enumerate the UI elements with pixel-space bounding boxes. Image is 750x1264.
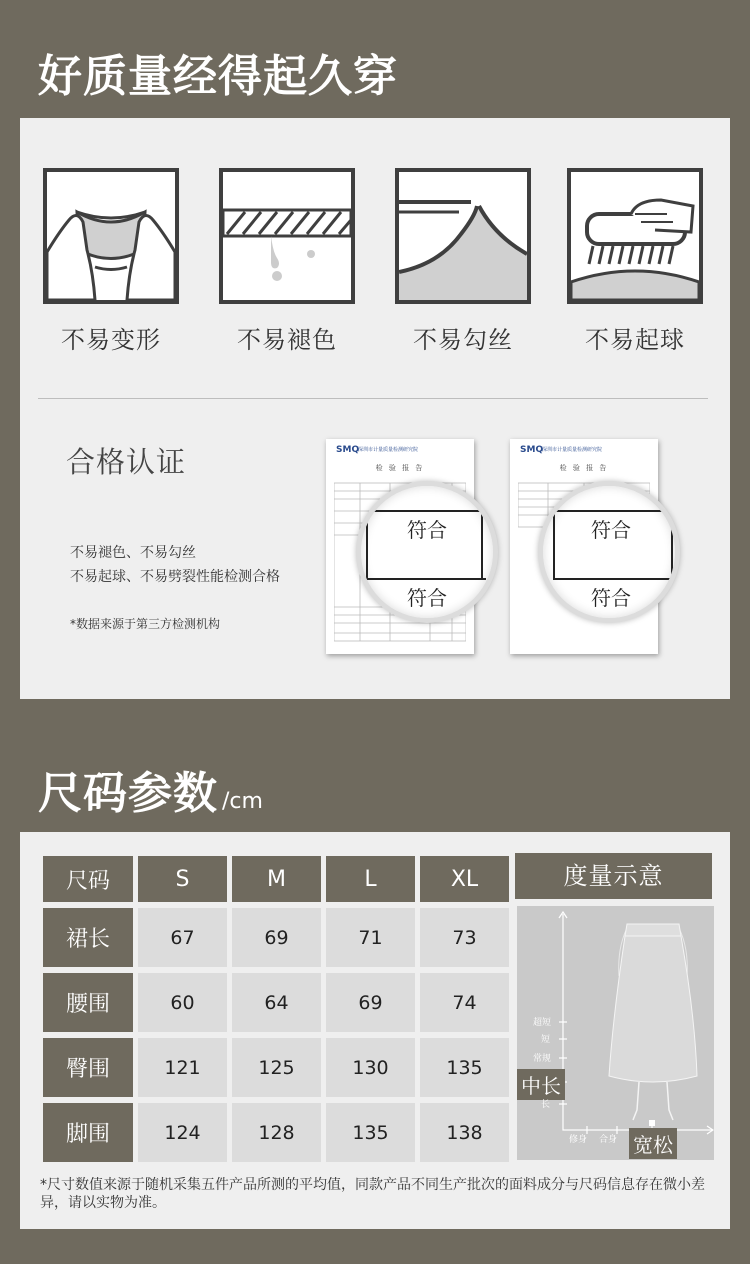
pass-text: 符合 [591, 518, 631, 542]
length-level: 超短 [533, 1018, 552, 1028]
size-row [43, 908, 509, 967]
size-cell: 71 [326, 908, 415, 967]
size-footnote: *尺寸数值来源于随机采集五件产品所测的平均值，同款产品不同生产批次的面料成分与尺码信息存在微小差异，请以实物为准。 [40, 1177, 705, 1211]
size-cell: 69 [326, 973, 415, 1032]
size-cell: 60 [138, 973, 227, 1032]
test-report-1 [326, 439, 474, 654]
size-title [38, 757, 263, 821]
size-panel [20, 832, 730, 1229]
feature-no-pilling [567, 168, 703, 355]
feature-no-fade [219, 168, 355, 355]
size-row [43, 973, 509, 1032]
test-report-2 [510, 439, 658, 654]
size-row [43, 1103, 509, 1162]
feature-label: 不易变形 [61, 326, 161, 354]
report-logo: SMQ [520, 445, 544, 455]
feature-no-snag [395, 168, 531, 355]
fit-level: 合身 [599, 1135, 618, 1145]
size-header-cell: XL [420, 856, 509, 902]
rope-dye-icon [223, 172, 351, 300]
size-header-cell: 尺码 [43, 856, 133, 902]
size-title-text: 尺码参数 [38, 768, 218, 819]
size-row-label: 脚围 [43, 1103, 133, 1162]
report-logo: SMQ [336, 445, 360, 455]
measure-diagram [517, 906, 714, 1160]
size-cell: 64 [232, 973, 321, 1032]
pass-text: 符合 [407, 518, 447, 542]
report-title: 检 验 报 告 [559, 464, 609, 472]
length-level: 短 [541, 1035, 551, 1045]
cert-line-1: 不易褪色、不易勾丝 [70, 545, 196, 561]
size-header-row [43, 856, 509, 902]
size-unit: /cm [222, 789, 263, 814]
report-title: 检 验 报 告 [375, 464, 425, 472]
size-table [38, 850, 514, 1168]
cert-line-2: 不易起球、不易劈裂性能检测合格 [70, 569, 280, 585]
size-cell: 73 [420, 908, 509, 967]
size-cell: 135 [420, 1038, 509, 1097]
size-cell: 67 [138, 908, 227, 967]
size-cell: 130 [326, 1038, 415, 1097]
magnifier-lens [356, 481, 498, 623]
size-cell: 69 [232, 908, 321, 967]
size-row-label: 臀围 [43, 1038, 133, 1097]
measure-title: 度量示意 [515, 853, 712, 899]
size-cell: 124 [138, 1103, 227, 1162]
length-level: 长 [541, 1100, 551, 1110]
fit-level: 修身 [569, 1135, 588, 1145]
feature-no-deform [43, 168, 179, 355]
length-level: 常规 [533, 1054, 552, 1064]
size-cell: 135 [326, 1103, 415, 1162]
feature-label: 不易褪色 [237, 326, 337, 354]
size-cell: 121 [138, 1038, 227, 1097]
report-org: 深圳市计量质量检测研究院 [542, 447, 603, 453]
pass-text: 符合 [407, 586, 447, 610]
fabric-snag-icon [399, 172, 527, 300]
size-cell: 74 [420, 973, 509, 1032]
quality-panel [20, 118, 730, 699]
fit-selected-badge: 宽松 [629, 1128, 677, 1159]
size-row [43, 1038, 509, 1097]
brush-pilling-icon [571, 172, 699, 300]
quality-title: 好质量经得起久穿 [38, 51, 398, 102]
size-header-cell: M [232, 856, 321, 902]
size-row-label: 裙长 [43, 908, 133, 967]
size-row-label: 腰围 [43, 973, 133, 1032]
magnifier-lens [538, 481, 680, 623]
size-header-cell: S [138, 856, 227, 902]
size-cell: 125 [232, 1038, 321, 1097]
pass-text: 符合 [591, 586, 631, 610]
size-header-cell: L [326, 856, 415, 902]
report-org: 深圳市计量质量检测研究院 [358, 447, 419, 453]
cert-title: 合格认证 [66, 445, 187, 479]
section-divider [38, 398, 708, 399]
feature-label: 不易勾丝 [413, 326, 513, 354]
stretch-hands-icon [47, 172, 175, 300]
length-selected-badge: 中长 [517, 1069, 565, 1100]
cert-note: *数据来源于第三方检测机构 [70, 617, 221, 631]
size-cell: 128 [232, 1103, 321, 1162]
feature-label: 不易起球 [585, 326, 685, 354]
size-cell: 138 [420, 1103, 509, 1162]
